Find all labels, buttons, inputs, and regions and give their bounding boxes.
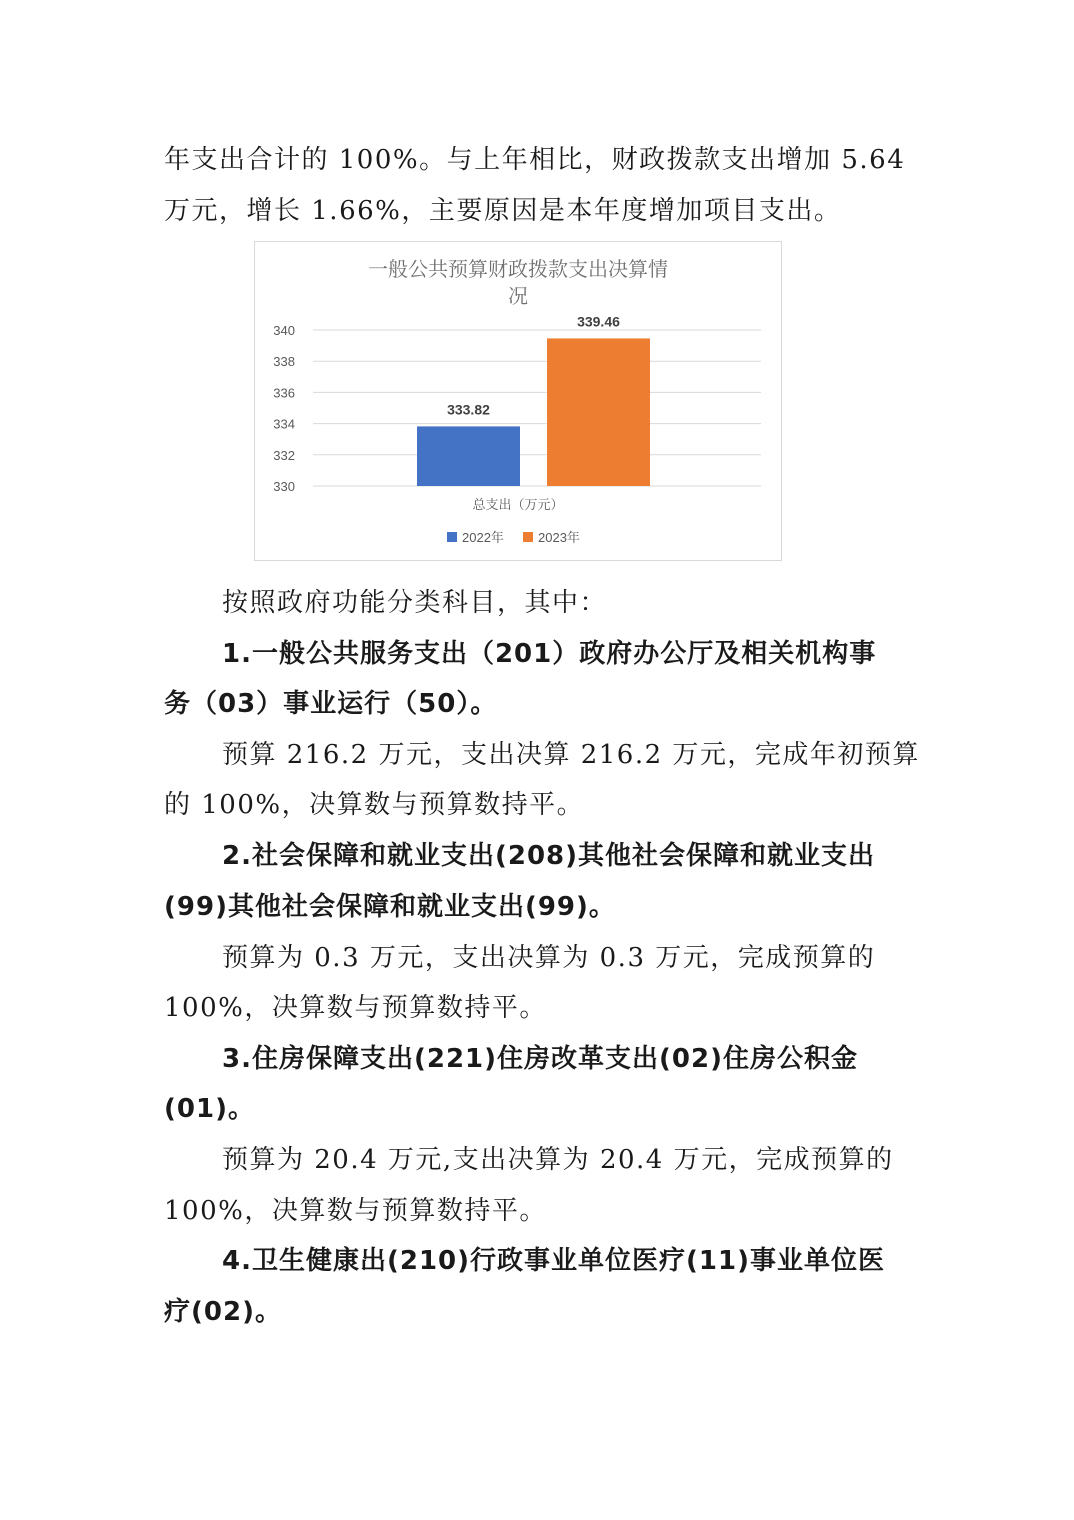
bar-2023年 bbox=[547, 338, 650, 486]
bar-2022年 bbox=[417, 426, 520, 486]
data-label: 333.82 bbox=[447, 401, 490, 418]
legend-swatch bbox=[447, 532, 457, 542]
y-tick-label: 336 bbox=[273, 385, 295, 401]
section-text-2-cont: 100%，决算数与预算数持平。 bbox=[164, 993, 547, 1023]
x-category-label: 总支出（万元） bbox=[472, 497, 564, 512]
section-heading-4-cont: 疗(02)。 bbox=[164, 1297, 282, 1327]
paragraph-line: 年支出合计的 100%。与上年相比，财政拨款支出增加 5.64 bbox=[164, 145, 906, 175]
section-heading-1: 1.一般公共服务支出（201）政府办公厅及相关机构事 bbox=[222, 639, 877, 669]
y-tick-label: 334 bbox=[273, 416, 295, 432]
chart-title: 况 bbox=[508, 286, 528, 308]
y-tick-label: 340 bbox=[273, 323, 295, 338]
section-text-1-cont: 的 100%，决算数与预算数持平。 bbox=[164, 790, 585, 820]
bar-chart bbox=[254, 241, 782, 561]
intro-line: 按照政府功能分类科目，其中： bbox=[222, 588, 608, 618]
y-tick-label: 330 bbox=[273, 479, 295, 494]
section-heading-3: 3.住房保障支出(221)住房改革支出(02)住房公积金 bbox=[222, 1044, 858, 1074]
section-text-3-cont: 100%，决算数与预算数持平。 bbox=[164, 1196, 547, 1226]
data-label: 339.46 bbox=[577, 313, 620, 330]
section-heading-1-cont: 务（03）事业运行（50）。 bbox=[164, 689, 498, 719]
legend-label: 2022年 bbox=[462, 530, 504, 545]
section-text-3: 预算为 20.4 万元,支出决算为 20.4 万元，完成预算的 bbox=[222, 1145, 894, 1175]
section-text-1: 预算 216.2 万元，支出决算 216.2 万元，完成年初预算 bbox=[222, 740, 920, 770]
y-tick-label: 332 bbox=[273, 447, 295, 463]
section-text-2: 预算为 0.3 万元，支出决算为 0.3 万元，完成预算的 bbox=[222, 943, 876, 973]
paragraph-line: 万元，增长 1.66%，主要原因是本年度增加项目支出。 bbox=[164, 196, 842, 226]
section-heading-2: 2.社会保障和就业支出(208)其他社会保障和就业支出 bbox=[222, 841, 876, 871]
section-heading-3-cont: (01)。 bbox=[164, 1094, 255, 1124]
y-tick-label: 338 bbox=[273, 354, 295, 370]
section-heading-2-cont: (99)其他社会保障和就业支出(99)。 bbox=[164, 892, 616, 922]
chart-canvas bbox=[255, 242, 781, 560]
section-heading-4: 4.卫生健康出(210)行政事业单位医疗(11)事业单位医 bbox=[222, 1246, 885, 1276]
chart-title: 一般公共预算财政拨款支出决算情 bbox=[368, 259, 668, 281]
legend-label: 2023年 bbox=[538, 530, 580, 545]
legend-swatch bbox=[523, 532, 533, 542]
